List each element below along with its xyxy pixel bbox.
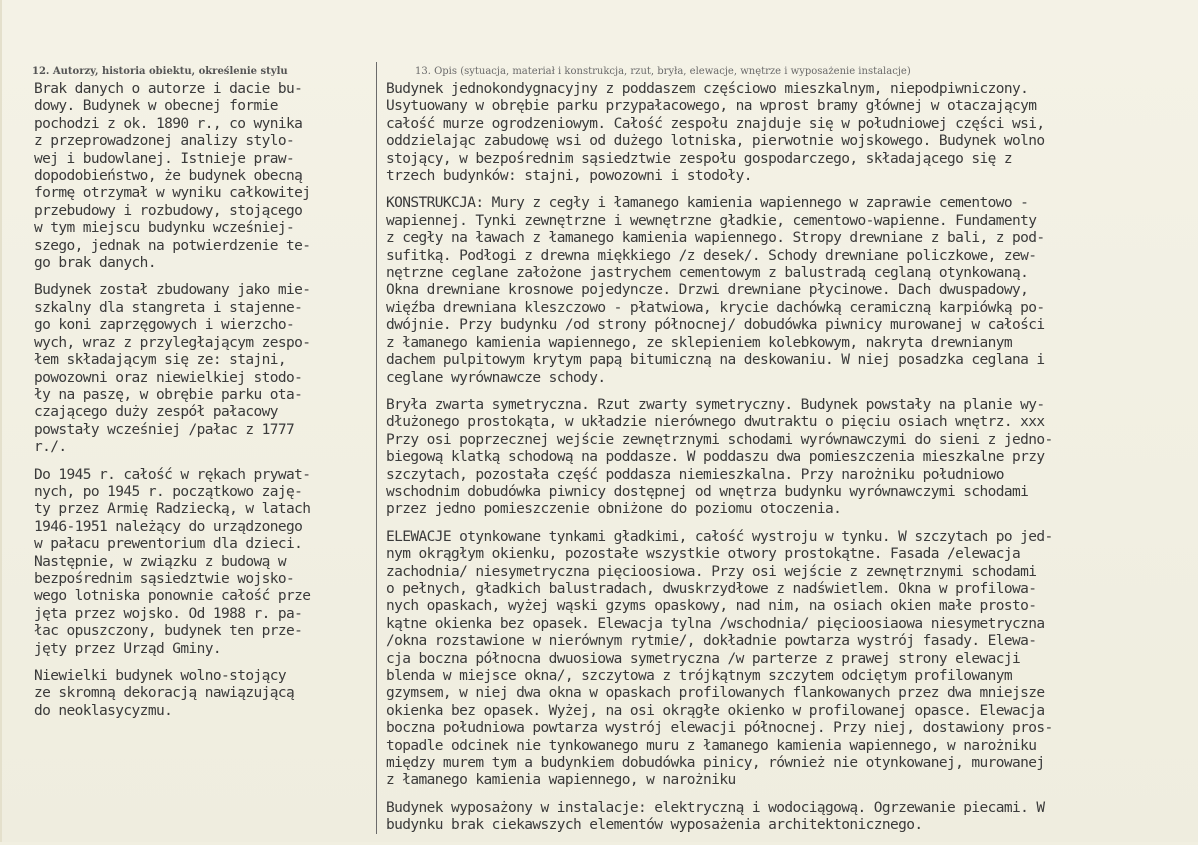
description-column xyxy=(386,81,1192,845)
column-divider xyxy=(376,62,377,834)
history-paragraph-purpose: Budynek został zbudowany jako mie- szkalny dla stangreta i stajenne- go koni zaprzęgowych i wierzcho- wych, wraz z przyległającym zespo- łem składającym się ze: stajni, powozowni oraz niewielkiej stodo- ły na paszę, w obrębie parku ota- czającego duży zespół pałacowy powstały wcześniej /pałac z 1777 r./. xyxy=(34,282,311,456)
history-paragraph-ownership: Do 1945 r. całość w rękach prywat- nych, po 1945 r. początkowo zaję- ty przez Armię Radziecką, w latach 1946-1951 należący do urządzonego w pałacu prewentorium dla dzieci. Następnie, w związku z budową w bezpośrednim sąsiedztwie wojsko- wego lotniska ponownie całość prze jęta przez wojsko. Od 1988 r. pa- łac opuszczony, budynek ten prze- jęty przez Urząd Gminy. xyxy=(34,466,311,657)
history-paragraph-authorship: Brak danych o autorze i dacie bu- dowy. Budynek w obecnej formie pochodzi z ok. 1890 r., co wynika z przeprowadzonej analizy stylo- wej i budowlanej. Istnieje praw- dopodobieństwo, że budynek obecną formę otrzymał w wyniku całkowitej przebudowy i rozbudowy, stojącego w tym miejscu budynku wcześniej- szego, jednak na potwierdzenie te- go brak danych. xyxy=(34,81,311,272)
section-13-heading: 13. Opis (sytuacja, materiał i konstrukcja, rzut, bryła, elewacje, wnętrze i wyposażenie instalacje) xyxy=(415,66,911,77)
description-paragraph-situation: Budynek jednokondygnacyjny z poddaszem częściowo mieszkalnym, niepodpiwniczony. Usytuowany w obrębie parku przypałacowego, na wprost bramy głównej w otaczającym całość murze ogrodzeniowym. Całość zespołu znajduje się w południowej części wsi, oddzielając zabudowę wsi od dużego lotniska, pierwotnie wojskowego. Budynek wolno stojący, w bezpośrednim sąsiedztwie zespołu gospodarczego, składającego się z trzech budynków: stajni, powozowni i stodoły. xyxy=(386,81,1045,185)
description-paragraph-form-plan: Bryła zwarta symetryczna. Rzut zwarty symetryczny. Budynek powstały na planie wy- dłużonego prostokąta, w układzie nierównego dwutraktu o pięciu osiach wnętrz. xxx Przy osi poprzecznej wejście zewnętrznymi schodami wyrównawczymi do sieni z jedno- biegową klatką schodową na poddasze. W poddaszu dwa pomieszczenia mieszkalne przy szczytach, pozostała część poddasza niemieszkalna. Przy narożniku południowo wschodnim dobudówka piwnicy dostępnej od wnętrza budynku wyrównawczymi schodami przez jedno pomieszczenie obniżone do poziomu otoczenia. xyxy=(386,396,1053,518)
description-paragraph-installations: Budynek wyposażony w instalacje: elektryczną i wodociągową. Ogrzewanie piecami. W budynku brak ciekawszych elementów wyposażenia architektonicznego. xyxy=(386,799,1045,834)
section-12-heading: 12. Autorzy, historia obiektu, określenie stylu xyxy=(32,66,288,77)
description-paragraph-construction: KONSTRUKCJA: Mury z cegły i łamanego kamienia wapiennego w zaprawie cementowo - wapiennej. Tynki zewnętrzne i wewnętrzne gładkie, cementowo-wapienne. Fundamenty z cegły na ławach z łamanego kamienia wapiennego. Stropy drewniane z bali, z pod- sufitką. Podłogi z drewna miękkiego /z desek/. Schody drewniane policzkowe, zew- nętrzne ceglane założone jastrychem cementowym z balustradą ceglaną otynkowaną. Okna drewniane krosnowe pojedyncze. Drzwi drewniane płycinowe. Dach dwuspadowy, więźba drewniana kleszczowo - płatwiowa, krycie dachówką ceramiczną karpiówką po- dwójnie. Przy budynku /od strony północnej/ dobudówka piwnicy murowanej w całości z łamanego kamienia wapiennego, ze sklepieniem kolebkowym, nakryta drewnianym dachem pulpitowym krytym papą bitumiczną na deskowaniu. W niej posadzka ceglana i ceglane wyrównawcze schody. xyxy=(386,195,1045,386)
description-paragraph-elevations: ELEWACJE otynkowane tynkami gładkimi, całość wystroju w tynku. W szczytach po jed- nym okrągłym okienku, pozostałe wszystkie otwory prostokątne. Fasada /elewacja zachodnia/ niesymetryczna pięcioosiowa. Przy osi wejście z zewnętrznymi schodami o pełnych, gładkich balustradach, dwuskrzydłowe z nadświetlem. Okna w profilowa- nych opaskach, wyżej wąski gzyms opaskowy, nad nim, na osiach okien małe prosto- kątne okienka bez opasek. Elewacja tylna /wschodnia/ pięcioosiaowa niesymetryczna /okna rozstawione w nierównym rytmie/, dokładnie powtarza wystrój fasady. Elewa- cja boczna północna dwuosiowa symetryczna /w parterze z prawej strony elewacji blenda w miejsce okna/, szczytowa z trójkątnym szczytem odciętym profilowanym gzymsem, w niej dwa okna w opaskach profilowanych flankowanych przez dwa mniejsze okienka bez opasek. Wyżej, na osi okrągłe okienko w profilowanej opasce. Elewacja boczna południowa powtarza wystrój elewacji północnej. Przy niej, dostawiony pros- topadle odcinek nie tynkowanego muru z łamanego kamienia wapiennego, w narożniku między murem tym a budynkiem dobudówka pinicy, również nie otynkowanej, murowanej z łamanego kamienia wapiennego, w narożniku xyxy=(386,528,1053,789)
history-paragraph-style: Niewielki budynek wolno-stojący ze skromną dekoracją nawiązującą do neoklasycyzmu. xyxy=(34,668,295,719)
history-column xyxy=(34,81,370,730)
